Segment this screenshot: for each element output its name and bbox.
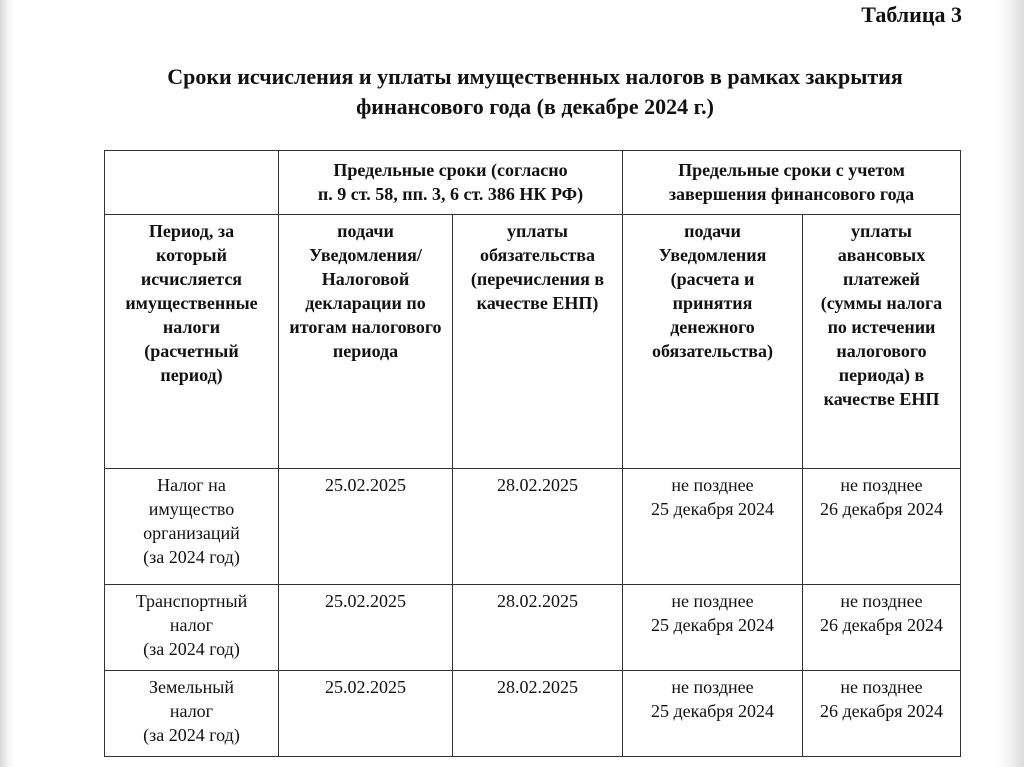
- group-header-fiscal-year-deadlines: Предельные сроки с учетом завершения финансового года: [623, 151, 961, 215]
- tax-deadlines-table: [104, 150, 961, 757]
- row-fy-notice-deadline-cell: не позднее 25 декабря 2024: [623, 671, 803, 757]
- row-fy-payment-deadline-cell: не позднее 26 декабря 2024: [803, 469, 961, 585]
- table-row: [105, 671, 961, 757]
- table-number-label: Таблица 3: [861, 2, 962, 27]
- document-title: Сроки исчисления и уплаты имущественных налогов в рамках закрытия финансового года (в декабре 2024 г.): [167, 64, 903, 119]
- page-edge-shadow-left: [0, 0, 14, 767]
- row-fy-payment-deadline-cell: не позднее 26 декабря 2024: [803, 585, 961, 671]
- column-header-fy-advance-payment: уплаты авансовых платежей (суммы налога по истечении налогового периода) в качестве ЕНП: [803, 215, 961, 469]
- group-header-statutory-deadlines: Предельные сроки (согласно п. 9 ст. 58, пп. 3, 6 ст. 386 НК РФ): [279, 151, 623, 215]
- column-header-fy-notice-submission: подачи Уведомления (расчета и принятия денежного обязательства): [623, 215, 803, 469]
- row-notice-deadline-cell: 25.02.2025: [279, 671, 453, 757]
- row-period-cell: Транспортный налог (за 2024 год): [105, 585, 279, 671]
- row-payment-deadline-cell: 28.02.2025: [453, 585, 623, 671]
- row-payment-deadline-cell: 28.02.2025: [453, 671, 623, 757]
- row-payment-deadline-cell: 28.02.2025: [453, 469, 623, 585]
- row-notice-deadline-cell: 25.02.2025: [279, 469, 453, 585]
- page-edge-shadow-right: [996, 0, 1024, 767]
- row-fy-payment-deadline-cell: не позднее 26 декабря 2024: [803, 671, 961, 757]
- table-row: [105, 469, 961, 585]
- table-column-header-row: [105, 215, 961, 469]
- table-row: [105, 585, 961, 671]
- column-header-period: Период, за который исчисляется имущественные налоги (расчетный период): [105, 215, 279, 469]
- row-period-cell: Земельный налог (за 2024 год): [105, 671, 279, 757]
- column-header-notice-submission: подачи Уведомления/ Налоговой декларации по итогам налогового периода: [279, 215, 453, 469]
- table-corner-cell: [105, 151, 279, 215]
- row-period-cell: Налог на имущество организаций (за 2024 год): [105, 469, 279, 585]
- column-header-obligation-payment: уплаты обязательства (перечисления в качестве ЕНП): [453, 215, 623, 469]
- row-fy-notice-deadline-cell: не позднее 25 декабря 2024: [623, 469, 803, 585]
- table-group-header-row: [105, 151, 961, 215]
- row-fy-notice-deadline-cell: не позднее 25 декабря 2024: [623, 585, 803, 671]
- row-notice-deadline-cell: 25.02.2025: [279, 585, 453, 671]
